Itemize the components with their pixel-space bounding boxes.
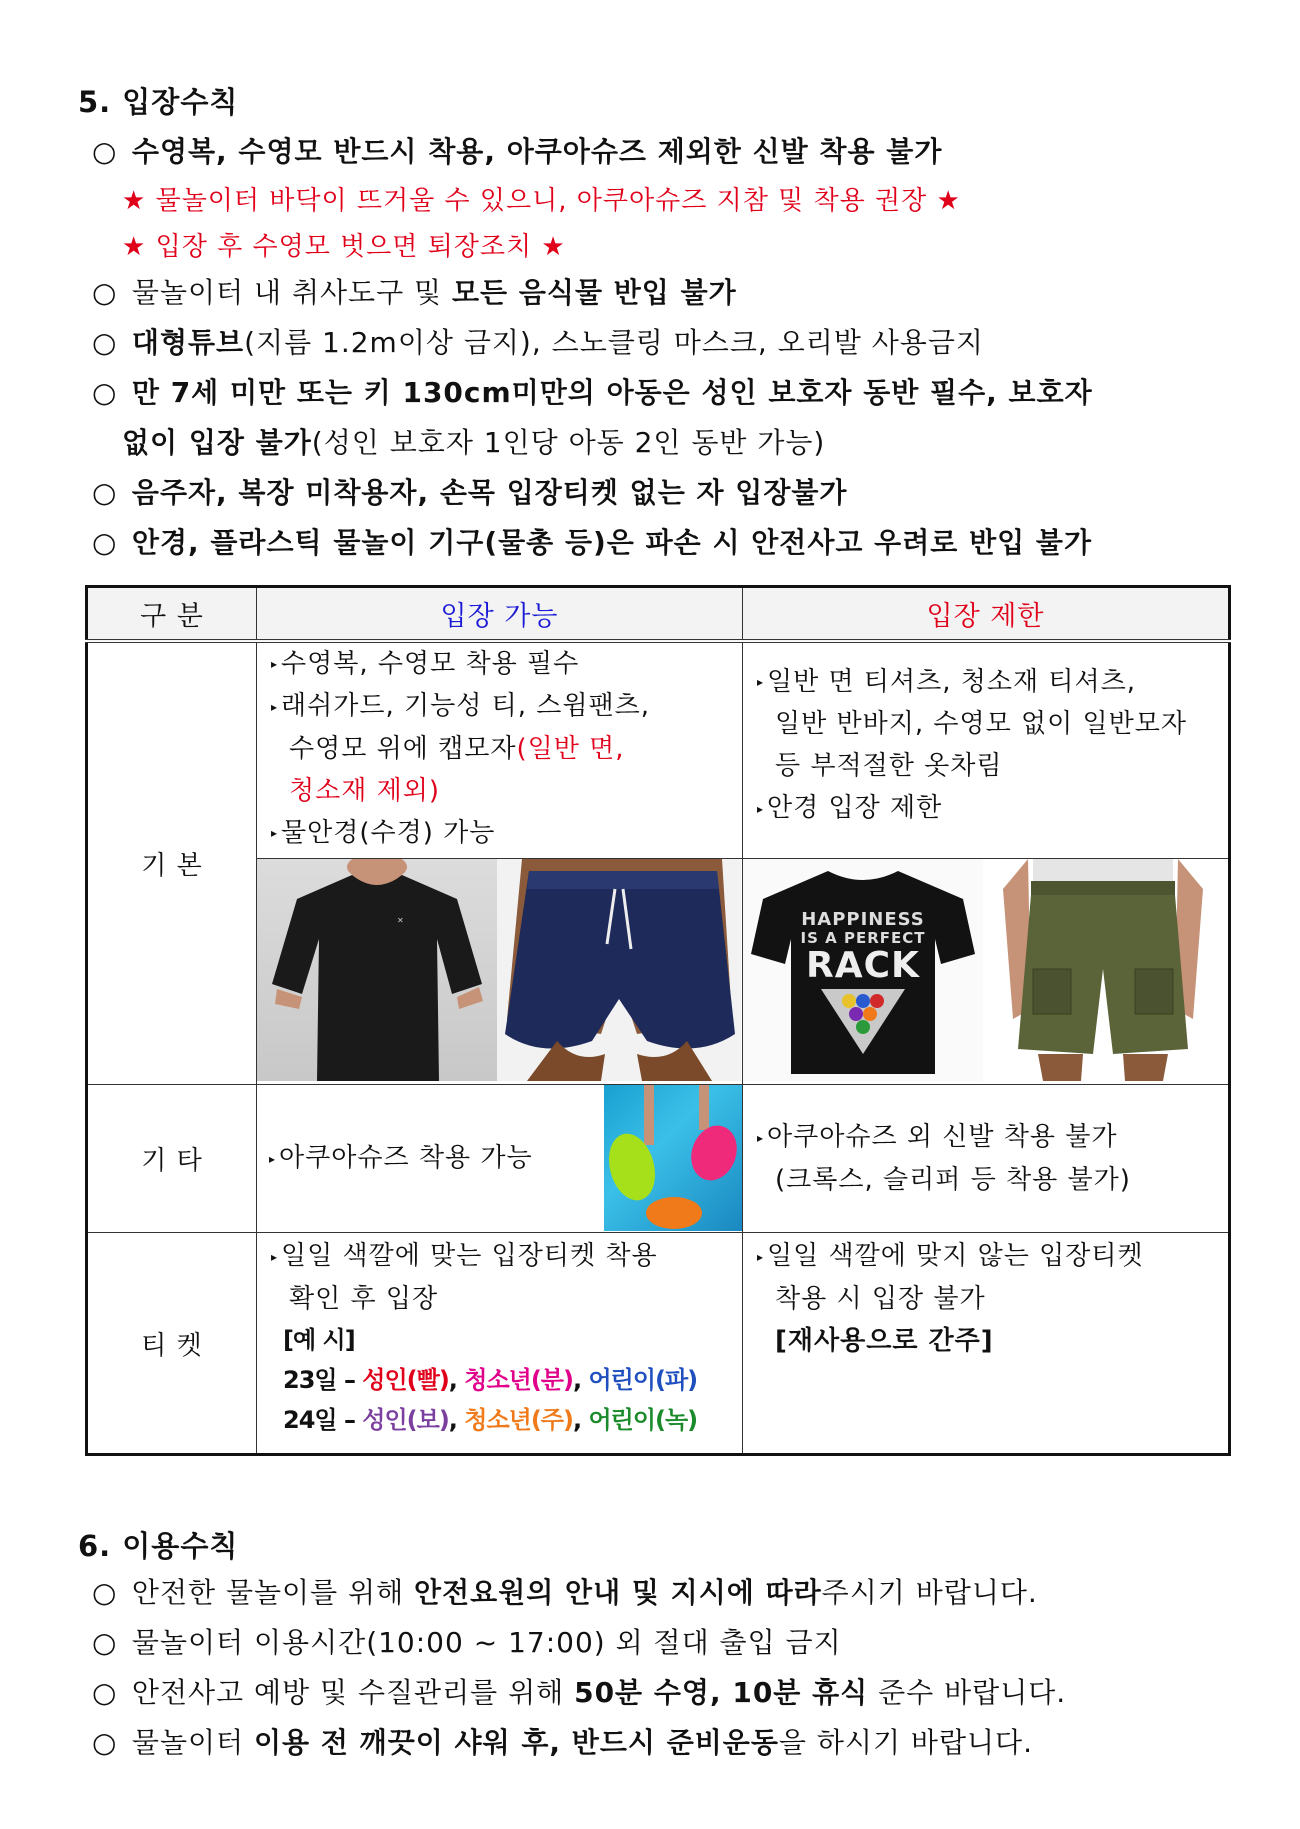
rule-entry-denied: ○ 음주자, 복장 미착용자, 손목 입장티켓 없는 자 입장불가: [92, 473, 847, 513]
rule-tube: ○ 대형튜브(지름 1.2m이상 금지), 스노클링 마스크, 오리발 사용금지: [92, 323, 984, 363]
svg-text:✕: ✕: [397, 916, 405, 925]
basic-restricted-cell: [743, 641, 1230, 859]
rule-children-cont: 없이 입장 불가(성인 보호자 1인당 아동 2인 동반 가능): [122, 426, 826, 459]
triangle-bullet-icon: ▸: [271, 826, 279, 840]
cargo-shorts-photo: [983, 859, 1223, 1081]
list-item-cont: (크록스, 슬리퍼 등 착용 불가): [775, 1164, 1131, 1195]
allowed-photos: [257, 859, 743, 1085]
list-item: ▸ 아쿠아슈즈 외 신발 착용 불가: [745, 1116, 1222, 1159]
etc-restricted-cell: [743, 1085, 1230, 1233]
list-item: ▸ 물안경(수경) 가능: [259, 812, 736, 855]
header-restricted: 입장 제한: [743, 587, 1230, 641]
list-item: ▸ 안경 입장 제한: [745, 787, 1222, 830]
triangle-bullet-icon: ▸: [269, 1151, 277, 1166]
list-item-cont: 청소재 제외): [289, 775, 440, 806]
rule-swimwear: ○ 수영복, 수영모 반드시 착용, 아쿠아슈즈 제외한 신발 착용 불가: [92, 132, 942, 172]
star-icon: ★: [122, 186, 147, 216]
triangle-bullet-icon: ▸: [757, 675, 765, 689]
usage-rule-break: ○ 안전사고 예방 및 수질관리를 위해 50분 수영, 10분 휴식 준수 바랍니다.: [92, 1673, 1066, 1713]
list-item: ▸ 일일 색깔에 맞지 않는 입장티켓: [745, 1235, 1222, 1278]
list-item-cont: 등 부적절한 옷차림: [775, 751, 1003, 781]
bullet-circle: ○: [92, 1626, 118, 1659]
usage-rule-hours: ○ 물놀이터 이용시간(10:00 ~ 17:00) 외 절대 출입 금지: [92, 1623, 842, 1663]
shirt-print-line2: IS A PERFECT: [800, 929, 926, 947]
star-icon: ★: [122, 232, 147, 262]
list-item: ▸ 일반 면 티셔츠, 청소재 티셔츠,: [745, 661, 1222, 704]
shirt-print-line1: HAPPINESS: [801, 909, 925, 930]
table-header-row: [87, 587, 1230, 641]
bullet-circle: ○: [92, 526, 118, 559]
restricted-photos: [743, 859, 1230, 1085]
list-item-cont: 일반 반바지, 수영모 없이 일반모자: [775, 709, 1187, 739]
triangle-bullet-icon: ▸: [271, 699, 279, 714]
ticket-allowed-cell: [257, 1233, 743, 1455]
bullet-circle: ○: [92, 135, 118, 168]
list-item-cont: 착용 시 입장 불가: [775, 1283, 986, 1314]
rule-food: ○ 물놀이터 내 취사도구 및 모든 음식물 반입 불가: [92, 273, 737, 313]
basic-allowed-cell: [257, 641, 743, 859]
etc-allowed-cell: [257, 1085, 743, 1233]
list-item: ▸ 래쉬가드, 기능성 티, 스윔팬츠,: [259, 685, 736, 728]
section5-title: 5. 입장수칙: [78, 85, 239, 119]
table-row-ticket: [87, 1233, 1230, 1455]
example-label: [예 시]: [283, 1325, 355, 1354]
star-icon: ★: [541, 232, 566, 262]
category-etc: 기 타: [87, 1085, 257, 1233]
entry-rules-table: [85, 585, 1231, 1456]
rule-children: ○ 만 7세 미만 또는 키 130cm미만의 아동은 성인 보호자 동반 필수, 보호자: [92, 373, 1093, 413]
example-day24: 24일 – 성인(보), 청소년(주), 어린이(녹): [283, 1405, 698, 1434]
triangle-bullet-icon: ▸: [271, 657, 279, 671]
triangle-bullet-icon: ▸: [271, 1249, 279, 1264]
usage-rule-guard: ○ 안전한 물놀이를 위해 안전요원의 안내 및 지시에 따라주시기 바랍니다.: [92, 1573, 1038, 1613]
bullet-circle: ○: [92, 376, 118, 409]
section6-title: 6. 이용수칙: [78, 1529, 239, 1563]
header-category: 구 분: [87, 587, 257, 641]
list-item: ▸ 수영복, 수영모 착용 필수: [259, 643, 736, 686]
rule-glasses: ○ 안경, 플라스틱 물놀이 기구(물총 등)은 파손 시 안전사고 우려로 반입 불가: [92, 523, 1092, 563]
triangle-bullet-icon: ▸: [757, 1130, 765, 1145]
ticket-restricted-cell: [743, 1233, 1230, 1455]
bullet-circle: ○: [92, 326, 118, 359]
bullet-circle: ○: [92, 276, 118, 309]
swim-shorts-photo: [497, 859, 741, 1081]
list-item-cont: 수영모 위에 캡모자(일반 면,: [289, 733, 625, 764]
note-cap-removal: ★ 입장 후 수영모 벗으면 퇴장조치 ★: [122, 232, 566, 262]
bullet-circle: ○: [92, 476, 118, 509]
shirt-print-line3: RACK: [806, 945, 920, 986]
bullet-circle: ○: [92, 1676, 118, 1709]
table-row-etc: [87, 1085, 1230, 1233]
aqua-shoes-photo: [604, 1085, 742, 1231]
usage-rule-shower: ○ 물놀이터 이용 전 깨끗이 샤워 후, 반드시 준비운동을 하시기 바랍니다.: [92, 1723, 1033, 1763]
table-row-basic-text: [87, 641, 1230, 859]
tshirt-photo: [743, 859, 983, 1081]
list-item: ▸ 아쿠아슈즈 착용 가능: [257, 1137, 742, 1180]
list-item-cont: [재사용으로 간주]: [775, 1325, 994, 1356]
list-item: ▸ 일일 색깔에 맞는 입장티켓 착용: [259, 1235, 736, 1278]
list-item-cont: 확인 후 입장: [289, 1283, 439, 1314]
category-ticket: 티 켓: [87, 1233, 257, 1455]
star-icon: ★: [936, 186, 961, 216]
category-basic: 기 본: [87, 641, 257, 1085]
bullet-circle: ○: [92, 1576, 118, 1609]
table-row-basic-photos: [87, 859, 1230, 1085]
triangle-bullet-icon: ▸: [757, 1249, 765, 1264]
triangle-bullet-icon: ▸: [757, 801, 765, 816]
rashguard-photo: [257, 859, 497, 1081]
example-day23: 23일 – 성인(빨), 청소년(분), 어린이(파): [283, 1365, 698, 1394]
note-aqua-shoes: ★ 물놀이터 바닥이 뜨거울 수 있으니, 아쿠아슈즈 지참 및 착용 권장 ★: [122, 186, 961, 216]
bullet-circle: ○: [92, 1726, 118, 1759]
header-allowed: 입장 가능: [257, 587, 743, 641]
